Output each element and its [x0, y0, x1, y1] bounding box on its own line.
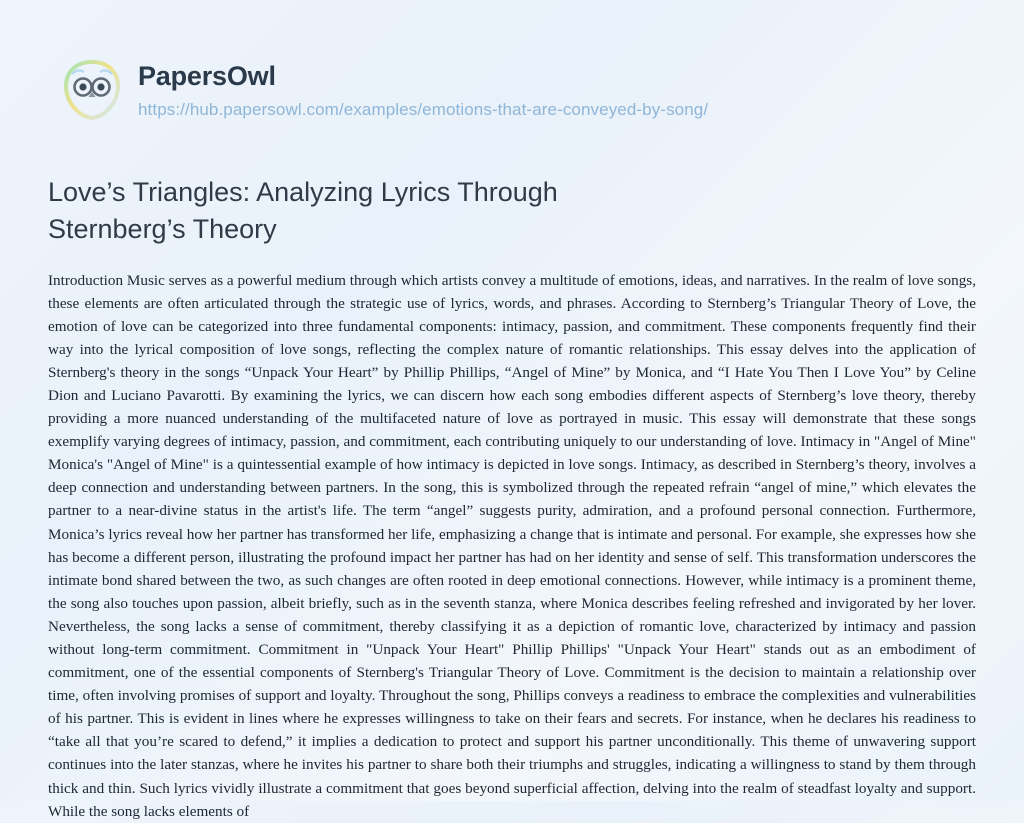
brand-name: PapersOwl — [138, 61, 276, 92]
site-header — [46, 0, 978, 122]
body-paragraph: Introduction Music serves as a powerful medium through which artists convey a multitude of emotions, ideas, and narratives. In the realm of love songs, these elements are often articulated through the strategic use of lyrics, words, and phrases. According to Sternberg’s Triangular Theory of Love, the emotion of love can be categorized into three fundamental components: intimacy, passion, and commitment. These components frequently find their way into the lyrical composition of love songs, reflecting the complex nature of romantic relationships. This essay delves into the application of Sternberg's theory in the songs “Unpack Your Heart” by Phillip Phillips, “Angel of Mine” by Monica, and “I Hate You Then I Love You” by Celine Dion and Luciano Pavarotti. By examining the lyrics, we can discern how each song embodies different aspects of Sternberg’s love theory, thereby providing a more nuanced understanding of the multifaceted nature of love as portrayed in music. This essay will demonstrate that these songs exemplify varying degrees of intimacy, passion, and commitment, each contributing uniquely to our understanding of love. Intimacy in "Angel of Mine" Monica's "Angel of Mine" is a quintessential example of how intimacy is depicted in love songs. Intimacy, as described in Sternberg’s theory, involves a deep connection and understanding between partners. In the song, this is symbolized through the repeated refrain “angel of mine,” which elevates the partner to a near-divine status in the artist's life. The term “angel” suggests purity, admiration, and a profound personal connection. Furthermore, Monica’s lyrics reveal how her partner has transformed her life, emphasizing a change that is intimate and personal. For example, she expresses how she has become a different person, illustrating the profound impact her partner has had on her identity and sense of self. This transformation underscores the intimate bond shared between the two, as such changes are often rooted in deep emotional connections. However, while intimacy is a prominent theme, the song also touches upon passion, albeit briefly, such as in the seventh stanza, where Monica describes feeling refreshed and invigorated by her lover. Nevertheless, the song lacks a sense of commitment, thereby classifying it as a depiction of romantic love, characterized by intimacy and passion without long-term commitment. Commitment in "Unpack Your Heart" Phillip Phillips' "Unpack Your Heart" stands out as an embodiment of commitment, one of the essential components of Sternberg's Triangular Theory of Love. Commitment is the decision to maintain a relationship over time, often involving promises of support and loyalty. Throughout the song, Phillips conveys a readiness to embrace the complexities and vulnerabilities of his partner. This is evident in lines where he expresses willingness to take on their fears and secrets. For instance, when he declares his readiness to “take all that you’re scared to defend,” it implies a dedication to protect and support his partner unconditionally. This theme of unwavering support continues into the later stanzas, where he invites his partner to share both their triumphs and struggles, indicating a willingness to stand by them through thick and thin. Such lyrics vividly illustrate a commitment that goes beyond superficial affection, delving into the realm of steadfast loyalty and support. While the song lacks elements of — [48, 271, 976, 820]
site-url[interactable]: https://hub.papersowl.com/examples/emotions-that-are-conveyed-by-song/ — [138, 99, 709, 119]
document-body — [46, 269, 978, 823]
brand-block — [138, 60, 708, 120]
page-title: Love’s Triangles: Analyzing Lyrics Through Sternberg’s Theory — [48, 177, 558, 245]
owl-logo-icon — [60, 58, 124, 122]
